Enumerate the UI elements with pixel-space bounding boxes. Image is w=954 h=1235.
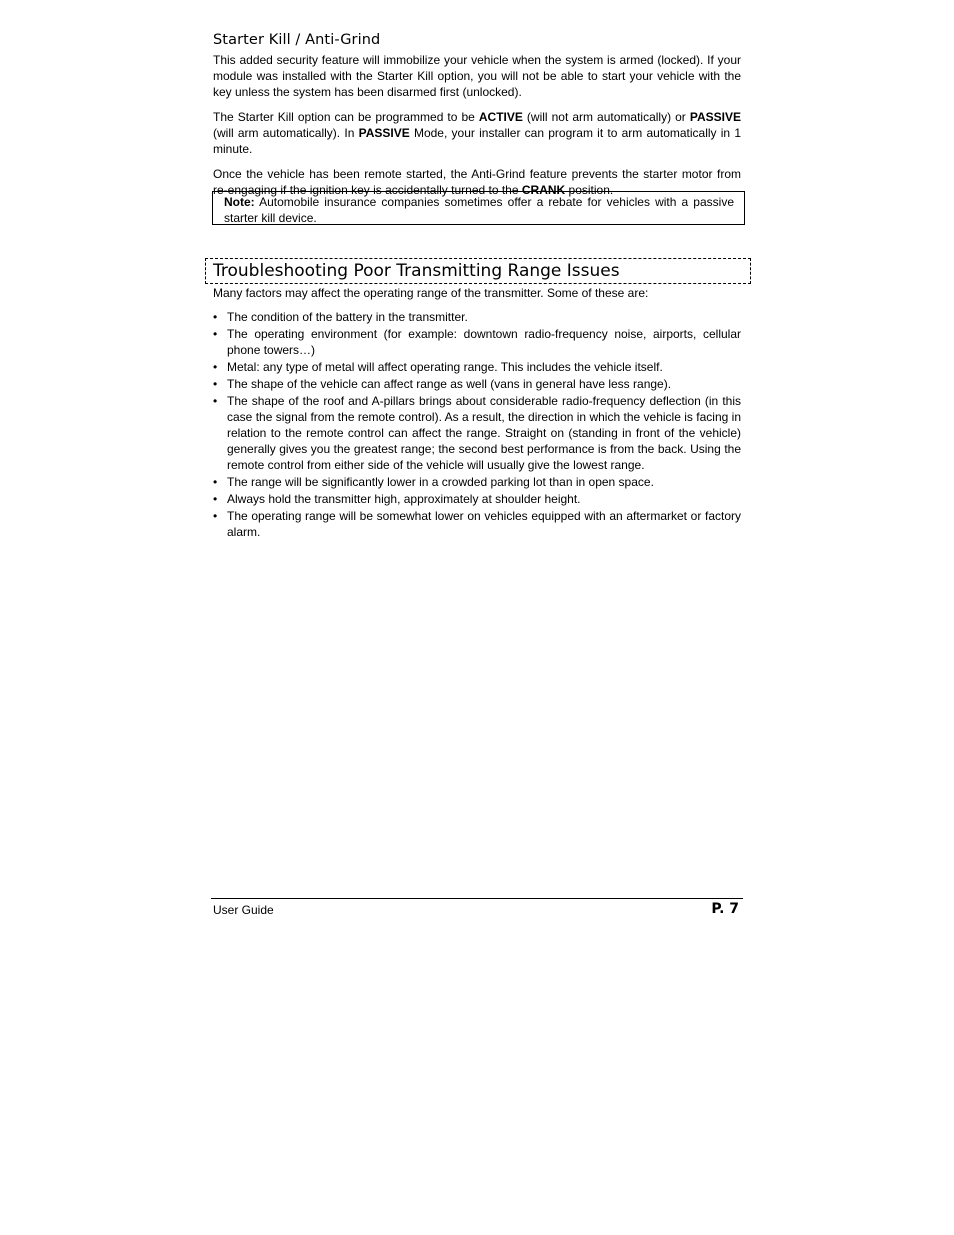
list-item [213,474,741,490]
list-item-text: The shape of the vehicle can affect range as well (vans in general have less range). [227,377,672,391]
bullet-list [213,309,741,540]
text-segment: (will arm automatically). In [213,126,359,140]
section-troubleshooting [213,285,741,541]
text-segment: position. [565,183,614,197]
bullet-icon: • [213,394,218,408]
bold-term-crank: CRANK [521,183,566,197]
note-label: Note: [224,195,255,209]
section-title-starter-kill: Starter Kill / Anti-Grind [213,32,381,48]
bullet-icon: • [213,492,218,506]
list-item-text: The shape of the roof and A-pillars brings about considerable radio-frequency deflection (in this case the signal from the remote control). As a result, the direction in which the vehicle is facing in relation to the remote control can affect the range. Straight on (standing in front of the vehicle) generally gives you the greatest range; the second best performance is from the back. Using the remote control from either side of the vehicle will usually give the lowest range. [227,394,741,472]
list-item [213,359,741,375]
bold-term-active: ACTIVE [478,110,523,124]
list-item-text: The condition of the battery in the transmitter. [227,310,468,324]
bullet-icon: • [213,377,218,391]
footer-title: User Guide [213,903,274,917]
section-starter-kill [213,31,741,207]
bullet-icon: • [213,327,218,341]
list-item [213,309,741,325]
list-item [213,508,741,540]
list-item [213,393,741,473]
text-segment: The Starter Kill option can be programmed to be [213,110,479,124]
bold-term-passive: PASSIVE [689,110,741,124]
list-item-text: The operating environment (for example: downtown radio-frequency noise, airports, cellular phone towers…) [227,327,741,357]
list-item [213,326,741,358]
text-segment: Mode, your installer can program it to arm automatically in 1 minute. [213,126,741,156]
list-item-text: Always hold the transmitter high, approximately at shoulder height. [227,492,581,506]
paragraph-active-passive [213,109,741,157]
section-title-troubleshooting: Troubleshooting Poor Transmitting Range Issues [213,261,620,281]
bold-term-passive: PASSIVE [358,126,410,140]
paragraph-immobilize: This added security feature will immobilize your vehicle when the system is armed (locked). If your module was installed with the Starter Kill option, you will not be able to start your vehicle with the key unless the system has been disarmed first (unlocked). [213,53,741,99]
bullet-icon: • [213,475,218,489]
bullet-icon: • [213,310,218,324]
list-item-text: The range will be significantly lower in a crowded parking lot than in open space. [227,475,654,489]
list-item [213,491,741,507]
paragraph-intro: Many factors may affect the operating range of the transmitter. Some of these are: [213,286,649,300]
page-number: P. 7 [711,901,739,917]
note-text [224,194,734,226]
note-box [212,191,745,225]
list-item-text: Metal: any type of metal will affect operating range. This includes the vehicle itself. [227,360,663,374]
list-item-text: The operating range will be somewhat lower on vehicles equipped with an aftermarket or factory alarm. [227,509,741,539]
text-segment: (will not arm automatically) or [522,110,690,124]
bullet-icon: • [213,509,218,523]
bullet-icon: • [213,360,218,374]
note-body: Automobile insurance companies sometimes offer a rebate for vehicles with a passive starter kill device. [224,195,734,225]
footer-divider [211,898,743,899]
list-item [213,376,741,392]
text-segment: Once the vehicle has been remote started, the Anti-Grind feature prevents the starter motor from re-engaging if the ignition key is accidentally turned to the [213,167,741,197]
